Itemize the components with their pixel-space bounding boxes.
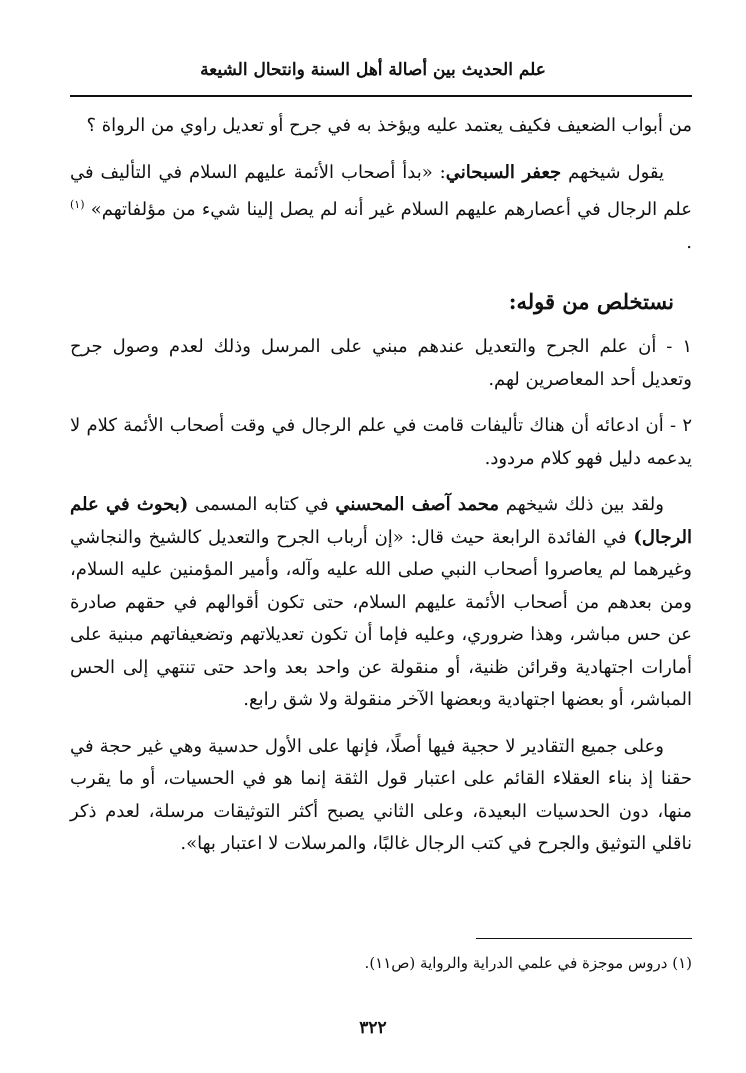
- paragraph-3: [70, 489, 692, 717]
- footnote: (١) دروس موجزة في علمي الدراية والرواية (ص١١).: [364, 954, 692, 972]
- paragraph-4: وعلى جميع التقادير لا حجية فيها أصلًا، فإنها على الأول حدسية وهي غير حجة في حقنا إذ بناء العقلاء القائم على اعتبار قول الثقة إنما هو في الحسيات، أو ما يقرب منها، دون الحدسيات البعيدة، وعلى الثاني يصبح أكثر التوثيقات مرسلة، لعدم ذكر ناقلي التوثيق والجرح في كتب الرجال غالبًا، والمرسلات لا اعتبار بها».: [70, 735, 692, 854]
- book-title: (بحوث في علم الرجال): [70, 494, 692, 548]
- section-subheading: نستخلص من قوله:: [508, 289, 674, 314]
- list-item-1: ١ - أن علم الجرح والتعديل عندهم مبني على المرسل وذلك لعدم وصول جرح وتعديل أحد المعاصرين لهم.: [70, 336, 692, 390]
- footnote-divider: [476, 938, 692, 939]
- header-divider: [70, 95, 692, 97]
- main-text: [70, 110, 692, 875]
- paragraph-2-quote: : «بدأ أصحاب الأئمة عليهم السلام في التأليف في علم الرجال في أعصارهم عليهم السلام غير أنه لم يصل إلينا شيء من مؤلفاتهم»: [70, 161, 692, 220]
- paragraph-1: من أبواب الضعيف فكيف يعتمد عليه ويؤخذ به في جرح أو تعديل راوي من الرواة ؟: [86, 115, 692, 136]
- page-number: ٣٢٢: [359, 1018, 387, 1038]
- paragraph-3-mid: في كتابه المسمى: [195, 494, 329, 515]
- paragraph-2-lead: يقول شيخهم: [568, 161, 664, 183]
- scholar-name-sobhani: جعفر السبحاني: [445, 161, 562, 183]
- list-item-2: ٢ - أن ادعائه أن هناك تأليفات قامت في علم الرجال في وقت أصحاب الأئمة كلام لا يدعمه دليل فهو كلام مردود.: [70, 415, 692, 469]
- paragraph-3-lead: ولقد بين ذلك شيخهم: [505, 494, 664, 515]
- running-title: علم الحديث بين أصالة أهل السنة وانتحال الشيعة: [200, 60, 546, 80]
- paragraph-3-quote: في الفائدة الرابعة حيث قال: «إن أرباب الجرح والتعديل كالشيخ والنجاشي وغيرهما لم يعاصروا أصحاب النبي صلى الله عليه وآله، وأمير المؤمنين عليه السلام، ومن بعدهم من أصحاب الأئمة عليهم السلام، حتى تكون أقوالهم في حقهم صادرة عن حس مباشر، وهذا ضروري، وعليه فإما أن تكون تعديلاتهم وتضعيفاتهم مبنية على أمارات اجتهادية وقرائن ظنية، أو منقولة عن واحد بعد واحد حتى تنتهي إلى الحس المباشر، أو بعضها اجتهادية وبعضها الآخر منقولة ولا شق رابع.: [70, 526, 692, 710]
- scholar-name-mohseni: محمد آصف المحسني: [335, 494, 499, 515]
- paragraph-2-end: .: [686, 231, 692, 253]
- footnote-reference[interactable]: (١): [70, 198, 85, 211]
- paragraph-2: [70, 157, 692, 260]
